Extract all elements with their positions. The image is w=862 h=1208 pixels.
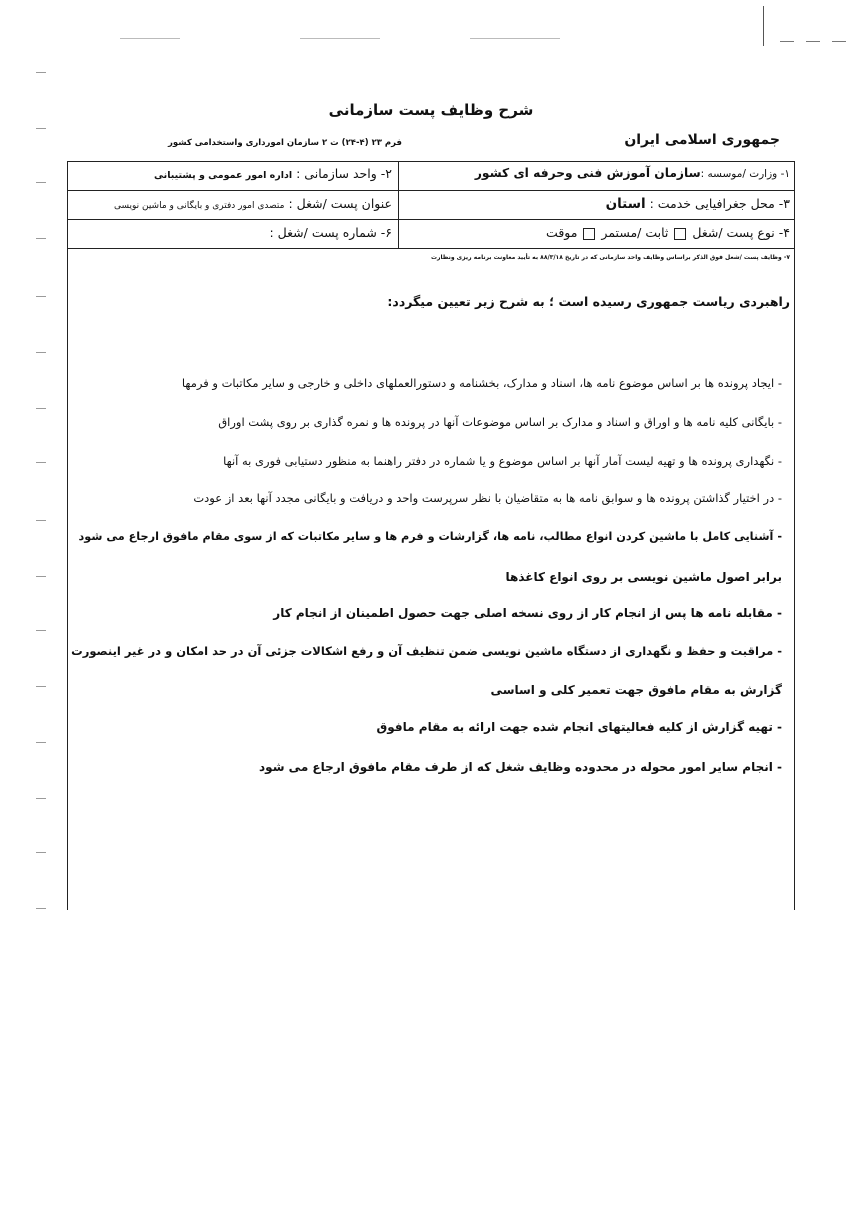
scan-tick <box>36 408 46 409</box>
post-type-label: ۴- نوع پست /شغل <box>692 225 790 240</box>
duty-item: - مراقبت و حفظ و نگهداری از دستگاه ماشین نویسی ضمن تنظیف آن و رفع اشکالات جزئی آن در حد امکان و در غیر اینصورت <box>71 644 782 658</box>
ministry-label: ۱- وزارت /موسسه : <box>700 168 790 180</box>
post-number-field <box>269 225 392 240</box>
duties-intro-line1: ۷- وظایف پست /شغل فوق الذکر براساس وظایف واحد سازمانی که در تاریخ ۸۸/۳/۱۸ به تأیید معاونت برنامه ریزی ونظارت <box>431 254 790 261</box>
post-number-label: ۶- شماره پست /شغل : <box>269 225 392 240</box>
ministry-value: سازمان آموزش فنی وحرفه ای کشور <box>474 166 701 180</box>
document-title: شرح وظایف پست سازمانی <box>328 101 534 119</box>
scan-tick <box>36 462 46 463</box>
unit-field <box>154 166 392 181</box>
row-divider <box>67 219 795 220</box>
column-divider <box>398 161 399 248</box>
duty-item-continued: برابر اصول ماشین نویسی بر روی انواع کاغذها <box>505 570 782 584</box>
post-type-field <box>546 225 790 240</box>
row-divider <box>67 190 795 191</box>
scan-tick <box>36 352 46 353</box>
scan-tick <box>36 852 46 853</box>
location-value: استان <box>605 196 646 212</box>
scan-tick <box>36 296 46 297</box>
scan-tick <box>36 742 46 743</box>
scan-dash <box>832 41 846 42</box>
unit-value: اداره امور عمومی و پشتیبانی <box>154 170 293 181</box>
form-reference: فرم ۲۳ (۴-۲۴) ت ۲ سازمان امورداری واستخدامی کشور <box>168 138 402 148</box>
scan-tick <box>36 238 46 239</box>
scan-dash <box>780 41 794 42</box>
row-divider <box>67 248 795 249</box>
temporary-checkbox[interactable] <box>583 228 595 240</box>
job-title-field <box>114 196 392 211</box>
scan-tick <box>36 576 46 577</box>
scan-tick <box>36 630 46 631</box>
row-divider <box>67 161 795 162</box>
duty-item: - بایگانی کلیه نامه ها و اوراق و اسناد و مدارک بر اساس موضوعات آنها در پرونده ها و نمره گذاری بر روی پشت اوراق <box>218 415 782 429</box>
scan-dash <box>806 41 820 42</box>
location-label: ۳- محل جغرافیایی خدمت : <box>649 196 790 211</box>
scan-speck <box>470 38 560 39</box>
duty-item: - نگهداری پرونده ها و تهیه لیست آمار آنها بر اساس موضوع و یا شماره در دفتر راهنما به منظور دستیابی فوری به آنها <box>223 454 782 468</box>
scan-mark <box>763 6 764 46</box>
scan-tick <box>36 908 46 909</box>
scan-tick <box>36 128 46 129</box>
unit-label: ۲- واحد سازمانی : <box>296 166 392 181</box>
duty-item: - مقابله نامه ها پس از انجام کار از روی نسخه اصلی جهت حصول اطمینان از انجام کار <box>273 606 782 620</box>
duty-item: - تهیه گزارش از کلیه فعالیتهای انجام شده جهت ارائه به مقام مافوق <box>376 720 782 734</box>
duties-intro-line2: راهبردی ریاست جمهوری رسیده است ؛ به شرح زیر تعیین میگردد: <box>387 294 790 309</box>
scan-speck <box>120 38 180 39</box>
duty-item: - ایجاد پرونده ها بر اساس موضوع نامه ها، اسناد و مدارک، بخشنامه و دستورالعملهای داخلی و خارجی و سایر مکاتبات و فرمها <box>181 376 782 390</box>
job-title-value: متصدی امور دفتری و بایگانی و ماشین نویسی <box>113 201 285 211</box>
duty-item-continued: گزارش به مقام مافوق جهت تعمیر کلی و اساسی <box>490 683 782 697</box>
duty-item: - در اختیار گذاشتن پرونده ها و سوابق نامه ها به متقاضیان با نظر سرپرست واحد و دریافت و بایگانی مجدد آنها بعد از عودت <box>193 491 782 505</box>
scan-tick <box>36 72 46 73</box>
scan-tick <box>36 798 46 799</box>
country-name: جمهوری اسلامی ایران <box>624 132 780 148</box>
scan-tick <box>36 686 46 687</box>
duty-item: - انجام سایر امور محوله در محدوده وظایف شغل که از طرف مقام مافوق ارجاع می شود <box>259 760 782 774</box>
permanent-option: ثابت /مستمر <box>601 225 669 240</box>
scan-tick <box>36 520 46 521</box>
scan-speck <box>300 38 380 39</box>
duty-item: - آشنایی کامل با ماشین کردن انواع مطالب، نامه ها، گزارشات و فرم ها و سایر مکاتبات که از سوی مقام مافوق ارجاع می شود <box>78 530 782 543</box>
ministry-field <box>475 166 790 180</box>
temporary-option: موقت <box>546 225 578 240</box>
job-title-label: عنوان پست /شغل : <box>288 196 392 211</box>
location-field <box>606 196 790 212</box>
scan-tick <box>36 182 46 183</box>
permanent-checkbox[interactable] <box>674 228 686 240</box>
